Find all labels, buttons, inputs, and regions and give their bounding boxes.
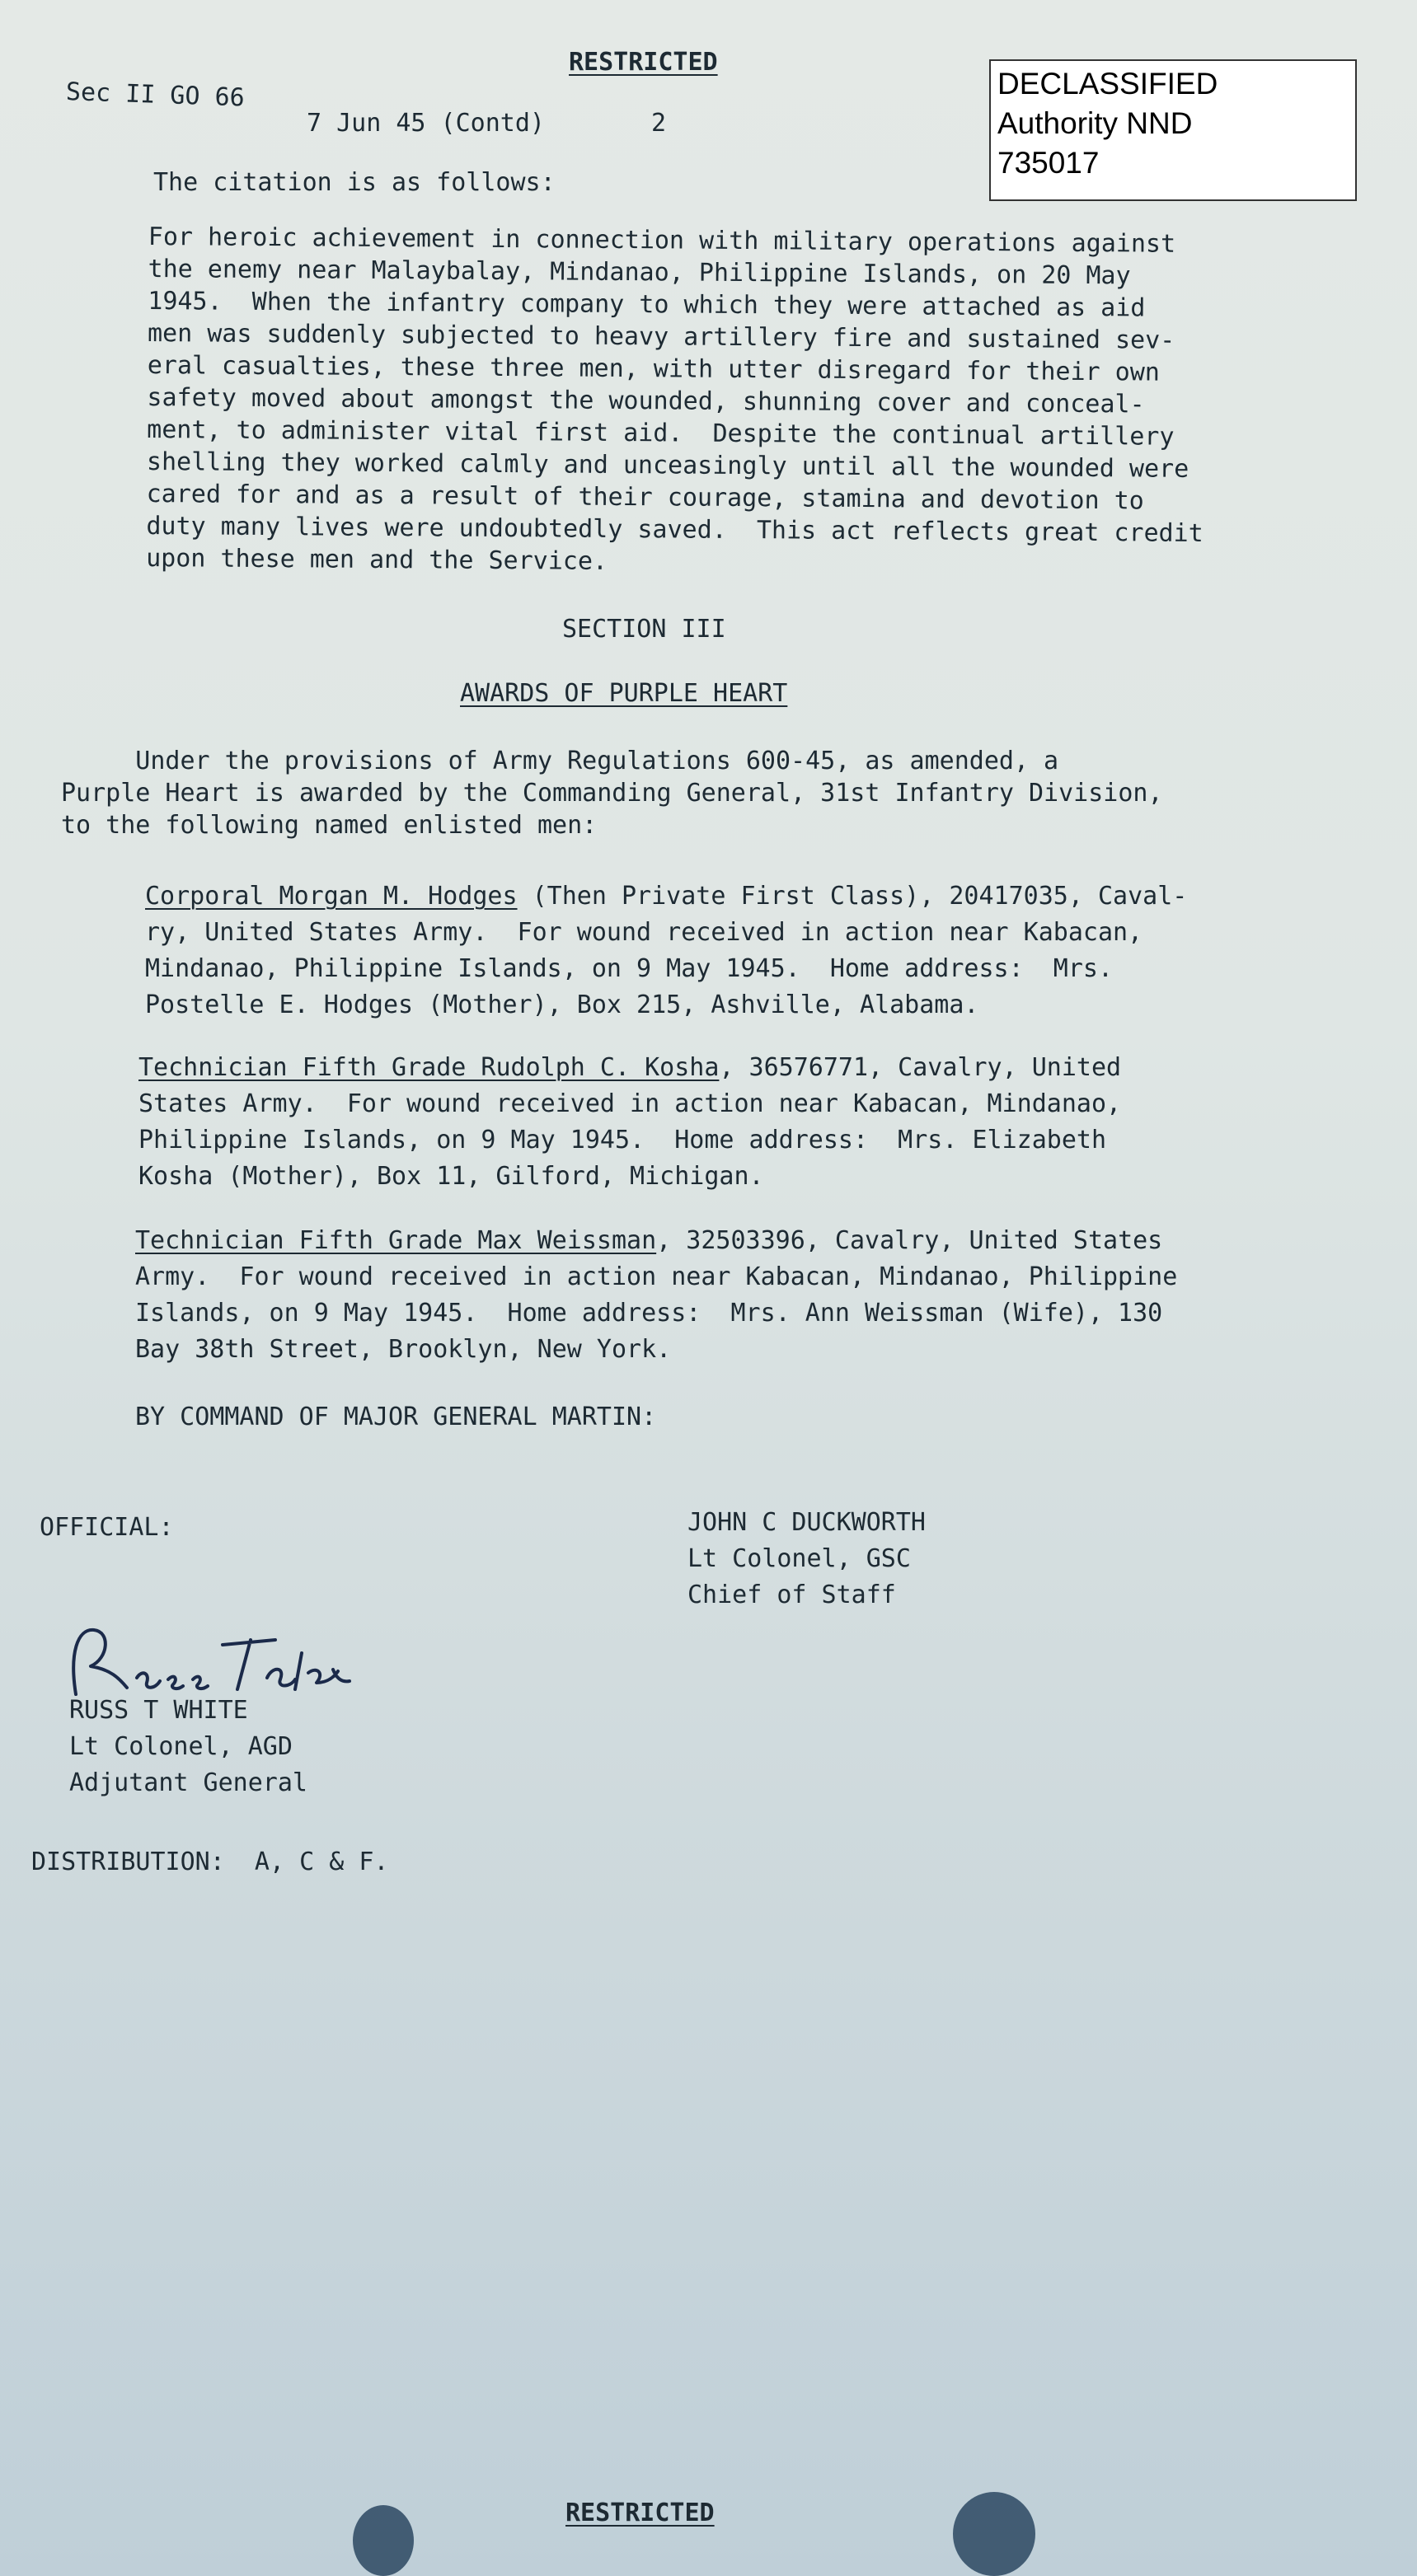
award-line: ry, United States Army. For wound received in action near Kabacan, [145,918,1143,947]
award-line: Bay 38th Street, Brooklyn, New York. [135,1335,672,1364]
command-line: BY COMMAND OF MAJOR GENERAL MARTIN: [135,1403,657,1431]
award-line: States Army. For wound received in action near Kabacan, Mindanao, [138,1089,1122,1118]
citation-line: safety moved about amongst the wounded, shunning cover and conceal- [147,382,1145,419]
order-reference: Sec II GO 66 [65,77,246,113]
award-first-line [135,1223,1177,1259]
binder-hole-right [953,2492,1035,2576]
section-intro-line: Purple Heart is awarded by the Commanding General, 31st Infantry Division, [61,779,1163,808]
adjutant-title: Adjutant General [69,1768,307,1797]
awardee-name: Technician Fifth Grade Max Weissman [135,1226,657,1255]
citation-line: For heroic achievement in connection with military operations against [148,222,1176,259]
award-detail: , 32503396, Cavalry, United States [656,1226,1163,1255]
citation-line: duty many lives were undoubtedly saved. This act reflects great credit [146,511,1204,548]
award-line: Postelle E. Hodges (Mother), Box 215, Ashville, Alabama. [145,991,979,1019]
citation-line: ment, to administer vital first aid. Despite the continual artillery [147,415,1175,452]
chief-of-staff-rank: Lt Colonel, GSC [687,1544,911,1573]
classification-top: RESTRICTED [569,48,718,77]
award-detail: , 36576771, Cavalry, United [719,1053,1122,1082]
declassified-label: DECLASSIFIED [997,67,1218,101]
section-subheading: AWARDS OF PURPLE HEART [460,679,788,708]
declassification-stamp [989,59,1357,201]
citation-line: eral casualties, these three men, with utter disregard for their own [147,350,1161,387]
awardee-name: Corporal Morgan M. Hodges [145,882,518,911]
section-intro [61,745,1163,841]
citation-line: 1945. When the infantry company to which they were attached as aid [148,286,1146,323]
adjutant-rank: Lt Colonel, AGD [69,1732,293,1761]
adjutant-block [69,1693,307,1801]
citation-line: men was suddenly subjected to heavy artillery fire and sustained sev- [147,318,1175,355]
citation-line: upon these men and the Service. [146,543,608,576]
award-entry-kosha [138,1050,1121,1195]
citation-intro: The citation is as follows: [153,168,556,197]
authority-label: Authority NND [997,106,1193,140]
citation-line: the enemy near Malaybalay, Mindanao, Philippine Islands, on 20 May [148,254,1131,291]
order-date: 7 Jun 45 (Contd) [307,109,545,138]
binder-hole-left [353,2505,414,2576]
chief-of-staff-name: JOHN C DUCKWORTH [687,1508,926,1537]
classification-bottom: RESTRICTED [565,2499,715,2527]
chief-of-staff-title: Chief of Staff [687,1581,896,1609]
awardee-name: Technician Fifth Grade Rudolph C. Kosha [138,1053,720,1082]
award-first-line [145,878,1187,915]
section-heading: SECTION III [562,615,726,644]
award-entry-weissman [135,1223,1177,1368]
citation-line: cared for and as a result of their courage, stamina and devotion to [146,479,1144,516]
award-line: Philippine Islands, on 9 May 1945. Home address: Mrs. Elizabeth [138,1126,1106,1155]
distribution-line: DISTRIBUTION: A, C & F. [31,1848,389,1876]
citation-line: shelling they worked calmly and unceasingly until all the wounded were [146,447,1189,484]
section-intro-line: Under the provisions of Army Regulations 600-45, as amended, a [61,747,1059,775]
section-intro-line: to the following named enlisted men: [61,811,598,840]
award-line: Mindanao, Philippine Islands, on 9 May 1945. Home address: Mrs. [145,954,1113,983]
award-first-line [138,1050,1121,1086]
award-entry-hodges [145,878,1187,1023]
citation-text [146,221,1205,582]
award-line: Army. For wound received in action near Kabacan, Mindanao, Philippine [135,1262,1178,1291]
award-detail: (Then Private First Class), 20417035, Caval- [517,882,1188,911]
official-label: OFFICIAL: [40,1513,174,1542]
award-line: Kosha (Mother), Box 11, Gilford, Michigan. [138,1162,764,1191]
page-number: 2 [651,109,667,138]
adjutant-name: RUSS T WHITE [69,1696,248,1725]
authority-number: 735017 [997,146,1100,180]
chief-of-staff-block [687,1505,926,1614]
award-line: Islands, on 9 May 1945. Home address: Mrs. Ann Weissman (Wife), 130 [135,1299,1163,1328]
